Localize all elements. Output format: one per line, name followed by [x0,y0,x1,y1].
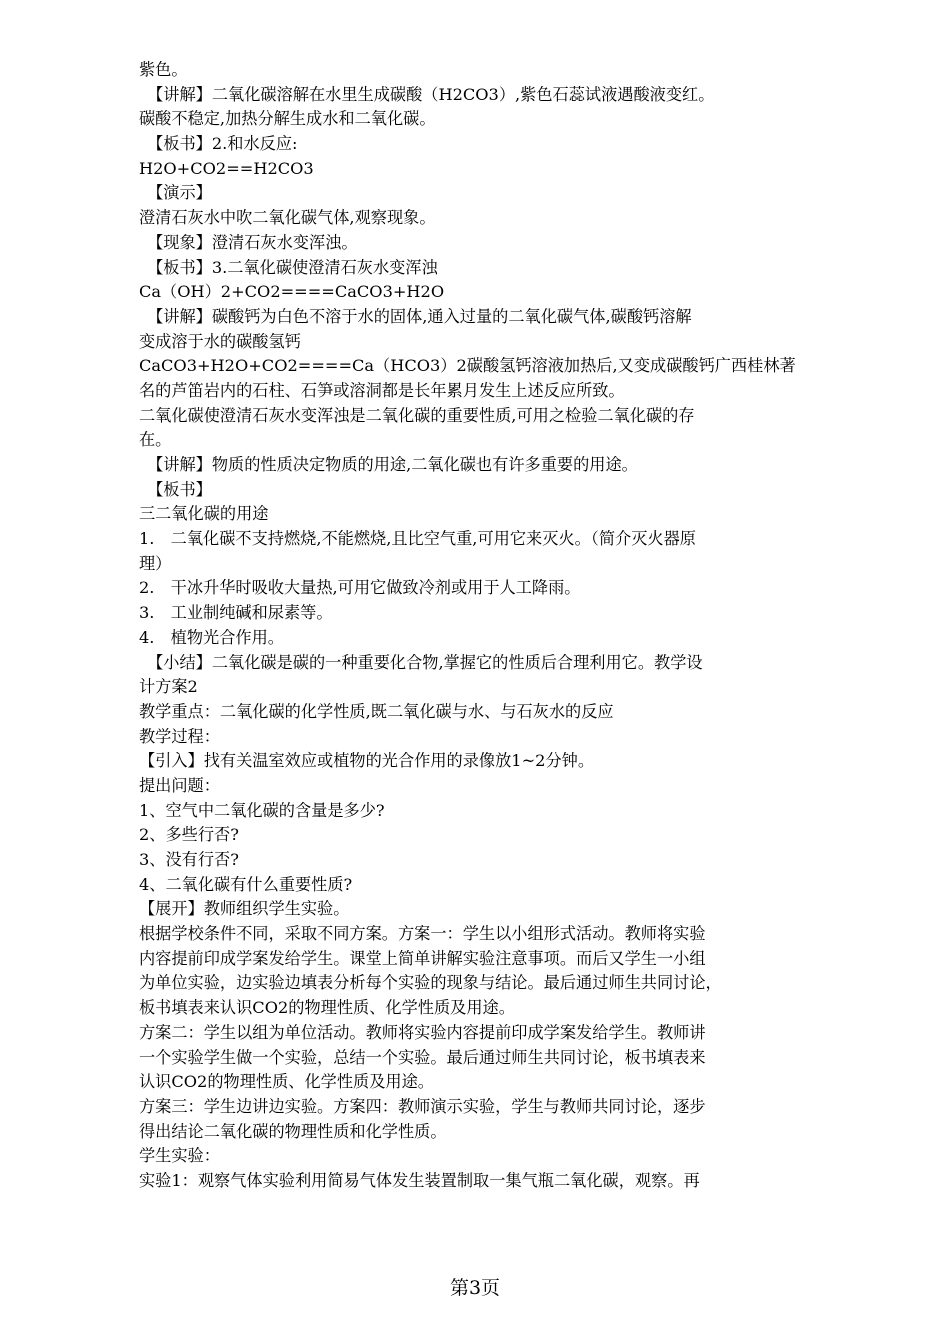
text-line: 变成溶于水的碳酸氢钙 [139,331,301,351]
text-line: 学生实验： [139,1146,220,1166]
page-number: 第3页 [449,1277,501,1299]
text-line: 教学重点：二氧化碳的化学性质,既二氧化碳与水、与石灰水的反应 [139,701,614,721]
text-line: 【讲解】二氧化碳溶解在水里生成碳酸（H2CO3）,紫色石蕊试液遇酸液变红。 [139,84,715,104]
text-line: H2O+CO2==H2CO3 [139,158,314,178]
text-line: 3. 工业制纯碱和尿素等。 [139,603,333,623]
text-line: 方案三：学生边讲边实验。方案四：教师演示实验，学生与教师共同讨论，逐步 [139,1096,706,1116]
text-line: 为单位实验，边实验边填表分析每个实验的现象与结论。最后通过师生共同讨论， [139,973,722,993]
text-line: 一个实验学生做一个实验，总结一个实验。最后通过师生共同讨论，板书填表来 [139,1047,706,1067]
text-line: 【讲解】物质的性质决定物质的用途,二氧化碳也有许多重要的用途。 [139,455,638,474]
text-line: CaCO3+H2O+CO2====Ca（HCO3）2碳酸氢钙溶液加热后,又变成碳酸钙广西桂林著 [139,356,796,376]
text-line: 二氧化碳使澄清石灰水变浑浊是二氧化碳的重要性质,可用之检验二氧化碳的存 [139,405,695,425]
text-line: 认识CO2的物理性质、化学性质及用途。 [139,1072,434,1092]
text-line: 【展开】教师组织学生实验。 [139,899,350,919]
text-line: 内容提前印成学案发给学生。课堂上简单讲解实验注意事项。而后又学生一小组 [139,948,706,968]
text-line: 三二氧化碳的用途 [139,504,269,524]
text-line: 在。 [139,430,172,450]
text-line: 理） [139,553,172,573]
text-line: 名的芦笛岩内的石柱、石笋或溶洞都是长年累月发生上述反应所致。 [139,380,625,400]
text-line: 【现象】澄清石灰水变浑浊。 [139,232,358,252]
text-line: 1. 二氧化碳不支持燃烧,不能燃烧,且比空气重,可用它来灭火。（简介灭火器原 [139,529,696,549]
text-line: 教学过程： [139,726,220,746]
text-line: 澄清石灰水中吹二氧化碳气体,观察现象。 [139,208,436,228]
text-line: 2、多些行否? [139,825,239,845]
text-line: 根据学校条件不同，采取不同方案。方案一：学生以小组形式活动。教师将实验 [139,924,706,944]
text-line: 计方案2 [139,677,198,697]
text-line: 碳酸不稳定,加热分解生成水和二氧化碳。 [139,109,436,129]
text-line: 板书填表来认识CO2的物理性质、化学性质及用途。 [139,998,515,1018]
text-line: 【小结】二氧化碳是碳的一种重要化合物,掌握它的性质后合理利用它。教学设 [139,652,703,672]
text-line: 【板书】 [139,479,212,499]
text-line: 【板书】3.二氧化碳使澄清石灰水变浑浊 [139,257,438,277]
text-line: 得出结论二氧化碳的物理性质和化学性质。 [139,1121,447,1141]
text-line: 【引入】找有关温室效应或植物的光合作用的录像放1~2分钟。 [139,751,595,771]
text-line: 【讲解】碳酸钙为白色不溶于水的固体,通入过量的二氧化碳气体,碳酸钙溶解 [139,306,692,326]
text-line: Ca（OH）2+CO2====CaCO3+H2O [139,282,445,302]
text-line: 4、二氧化碳有什么重要性质? [139,874,353,894]
text-line: 紫色。 [139,60,188,79]
text-line: 提出问题： [139,775,220,795]
text-line: 方案二：学生以组为单位活动。教师将实验内容提前印成学案发给学生。教师讲 [139,1022,706,1042]
text-line: 【板书】2.和水反应: [139,134,298,154]
text-line: 4. 植物光合作用。 [139,627,284,647]
text-line: 【演示】 [139,183,212,203]
text-line: 3、没有行否? [139,850,239,869]
text-line: 1、空气中二氧化碳的含量是多少? [139,800,385,820]
text-line: 实验1：观察气体实验利用简易气体发生装置制取一集气瓶二氧化碳，观察。再 [139,1170,700,1190]
document-body [139,58,811,1194]
text-line: 2. 干冰升华时吸收大量热,可用它做致冷剂或用于人工降雨。 [139,578,581,598]
